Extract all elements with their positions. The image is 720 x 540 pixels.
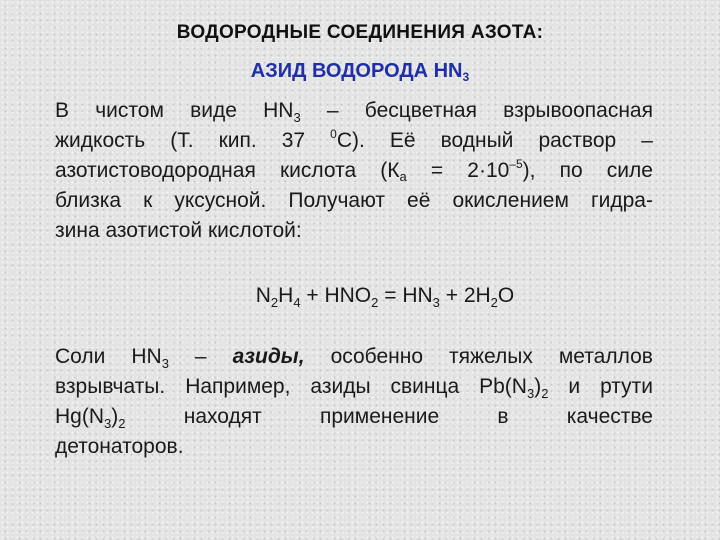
reaction-equation	[0, 284, 720, 308]
word: применение	[319, 405, 440, 428]
paragraph-azides	[55, 342, 653, 462]
eq-part: O	[497, 284, 515, 307]
eq-subscript: 3	[432, 295, 440, 310]
ka-value	[467, 156, 535, 186]
eq-subscript: 2	[371, 295, 379, 310]
eq-subscript: 4	[293, 295, 301, 310]
dash: –	[326, 99, 339, 122]
boiling-point-value: 37	[281, 129, 306, 152]
word: и	[568, 375, 581, 398]
word: Например,	[185, 375, 291, 398]
formula-text: Pb(N	[479, 375, 527, 398]
paragraph-line	[55, 342, 653, 372]
word: силе	[606, 159, 653, 182]
word: (Т.	[170, 129, 194, 152]
word: ),	[522, 159, 536, 182]
word: свинца	[390, 375, 460, 398]
equals-sign: =	[430, 159, 444, 182]
dash: –	[641, 129, 653, 152]
word: взрывоопасная	[503, 99, 653, 122]
eq-subscript: 2	[270, 295, 279, 310]
word: Соли	[55, 345, 106, 368]
formula-hn3	[131, 342, 169, 372]
word: Её	[389, 129, 416, 152]
word: окислением	[452, 189, 569, 212]
paragraph-line	[55, 96, 653, 126]
exponent: –5	[509, 157, 523, 171]
formula-text: )	[111, 405, 119, 428]
formula-text: HN	[131, 345, 162, 368]
paragraph-line	[55, 432, 653, 462]
paragraph-line	[55, 372, 653, 402]
formula-subscript: 2	[118, 416, 126, 431]
eq-part: N	[255, 284, 271, 307]
word: по	[559, 159, 583, 182]
paragraph-properties	[55, 96, 653, 246]
formula-hn3	[263, 96, 301, 126]
paragraph-line	[55, 186, 653, 216]
word: В	[55, 99, 70, 122]
word: кислота	[279, 159, 357, 182]
formula-subscript: 3	[526, 386, 535, 401]
subtitle-text: АЗИД ВОДОРОДА HN	[250, 60, 463, 82]
word: бесцветная	[364, 99, 477, 122]
eq-part: = HN	[378, 284, 433, 307]
word: в	[497, 405, 509, 428]
degree-celsius	[330, 126, 365, 156]
word: жидкость	[55, 129, 146, 152]
formula-text: Hg(N	[55, 405, 105, 428]
word: кип.	[218, 129, 257, 152]
formula-subscript: 3	[161, 356, 169, 371]
term-azides: азиды,	[232, 345, 305, 368]
paragraph-line	[55, 156, 653, 186]
formula-subscript: 3	[104, 416, 112, 431]
formula-text: HN	[263, 99, 294, 122]
slide-subtitle	[0, 60, 720, 83]
word: ртути	[600, 375, 653, 398]
dash: –	[194, 345, 207, 368]
word: Получают	[288, 189, 385, 212]
word: тяжелых	[449, 345, 533, 368]
word: находят	[183, 405, 262, 428]
word: металлов	[558, 345, 653, 368]
eq-part: + HNO	[300, 284, 372, 307]
word: (К	[380, 159, 400, 182]
eq-part: H	[278, 284, 294, 307]
word: близка	[55, 189, 122, 212]
formula-text: )	[534, 375, 542, 398]
word: водный	[440, 129, 514, 152]
word: гидра-	[590, 189, 653, 212]
degree-superscript: 0	[330, 127, 337, 141]
paragraph-line	[55, 126, 653, 156]
formula-lead-azide	[479, 372, 548, 402]
word: уксусной.	[174, 189, 267, 212]
word: качестве	[566, 405, 653, 428]
acid-constant	[380, 156, 406, 186]
formula-subscript: 3	[293, 110, 301, 125]
word: к	[143, 189, 153, 212]
subtitle-subscript: 3	[462, 70, 470, 84]
word: чистом	[95, 99, 164, 122]
slide-title: ВОДОРОДНЫЕ СОЕДИНЕНИЯ АЗОТА:	[176, 22, 544, 43]
word: взрывчаты.	[55, 375, 166, 398]
word: 2·10	[467, 159, 510, 182]
word: её	[407, 189, 431, 212]
eq-subscript: 2	[490, 295, 498, 310]
word: раствор	[538, 129, 617, 152]
subscript: а	[399, 169, 407, 184]
paragraph-line	[55, 402, 653, 432]
eq-part: + 2H	[439, 284, 491, 307]
line-text: зина азотистой кислотой:	[55, 219, 302, 242]
word: особенно	[330, 345, 424, 368]
formula-mercury-azide	[55, 402, 125, 432]
line-text: детонаторов.	[55, 435, 184, 458]
formula-subscript: 2	[541, 386, 549, 401]
word: азиды	[310, 375, 371, 398]
word: азотистоводородная	[55, 159, 256, 182]
word: виде	[190, 99, 237, 122]
paragraph-line	[55, 216, 653, 246]
word: С).	[336, 129, 365, 152]
